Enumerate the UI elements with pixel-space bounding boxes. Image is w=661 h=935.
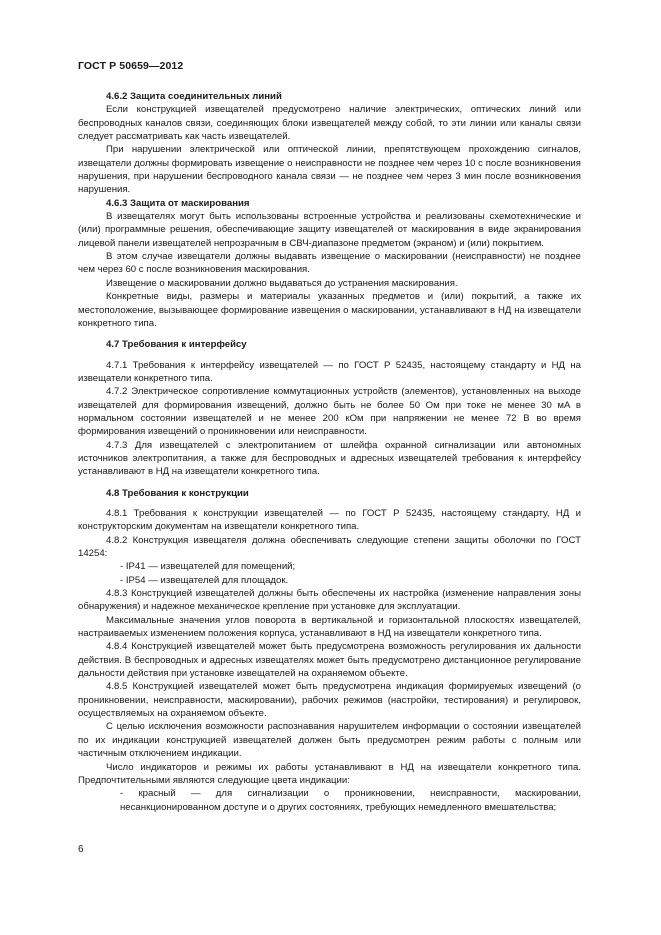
page-number: 6 <box>78 844 84 855</box>
list-item: - IP41 — извещателей для помещений; <box>120 561 296 573</box>
list-item: - IP54 — извещателей для площадок. <box>120 574 289 586</box>
paragraph: 4.7.2 Электрическое сопротивление коммутационных устройств (элементов), установленных на выходе извещателей для формирования извещений, должно быть не более 50 Ом при токе не менее 30 мА в нормальном состоянии извещателей и не менее 200 кОм при напряжении не менее 72 В во время формирования извещений о проникновении или неисправности. <box>78 386 581 438</box>
paragraph: В этом случае извещатели должны выдавать извещение о маскировании (неисправности) не позднее чем через 60 с после возникновения маскирования. <box>78 251 581 276</box>
paragraph: При нарушении электрической или оптической линии, препятствующем прохождению сигналов, извещатели должны формировать извещение о неисправности не позднее чем через 10 с после возникновения нарушения, при нарушении беспроводного канала связи — не позднее чем через 3 мин после возникновения нарушения. <box>78 144 581 196</box>
paragraph: В извещателях могут быть использованы встроенные устройства и реализованы схемотехнические и (или) программные решения, обеспечивающие защиту извещателей от маскирования в виде экранирования лицевой панели извещателей непрозрачным в СВЧ-диапазоне предметом (экраном) и (или) покрытием. <box>78 211 581 249</box>
paragraph: Если конструкцией извещателей предусмотрено наличие электрических, оптических линий или беспроводных каналов связи, соединяющих блоки извещателей между собой, то эти линии или каналы связи следует рассматривать как часть извещателей. <box>78 104 581 143</box>
section-heading-major: 4.7 Требования к интерфейсу <box>106 339 247 351</box>
paragraph: Максимальные значения углов поворота в вертикальной и горизонтальной плоскостях извещателей, настраиваемых изменением положения корпуса, устанавливают в НД на извещатели конкретного типа. <box>78 614 581 640</box>
section-heading-major: 4.8 Требования к конструкции <box>106 487 249 499</box>
paragraph: 4.8.2 Конструкция извещателя должна обеспечивать следующие степени защиты оболочки по ГОСТ 14254: <box>78 534 581 559</box>
paragraph: 4.7.1 Требования к интерфейсу извещателей — по ГОСТ Р 52435, настоящему стандарту и НД на извещатели конкретного типа. <box>78 359 581 384</box>
paragraph: Извещение о маскировании должно выдаваться до устранения маскирования. <box>106 277 458 289</box>
paragraph: 4.8.1 Требования к конструкции извещателей — по ГОСТ Р 52435, настоящему стандарту, НД и конструкторским документам на извещатели конкретного типа. <box>78 507 581 533</box>
paragraph: 4.8.3 Конструкцией извещателей должны быть обеспечены их настройка (изменение направления зоны обнаружения) и надежное механическое крепление при установке для эксплуатации. <box>78 588 581 613</box>
section-heading: 4.6.2 Защита соединительных линий <box>106 91 282 102</box>
paragraph: 4.8.4 Конструкцией извещателей может быть предусмотрена возможность регулирования их дальности действия. В беспроводных и адресных извещателях может быть предусмотрено дистанционное регулирование дальности действия при установке извещателей на охраняемом объекте. <box>78 641 581 680</box>
document-body <box>78 90 581 814</box>
document-header: ГОСТ Р 50659—2012 <box>78 60 184 72</box>
paragraph: Конкретные виды, размеры и материалы указанных предметов и (или) покрытий, а также их местоположение, вызывающее формирование извещения о маскировании, устанавливают в НД на извещатели конкретного типа. <box>78 291 581 329</box>
paragraph: Число индикаторов и режимы их работы устанавливают в НД на извещатели конкретного типа. Предпочтительными являются следующие цвета индикации: <box>78 761 581 786</box>
section-heading: 4.6.3 Защита от маскирования <box>106 197 250 209</box>
paragraph: С целью исключения возможности распознавания нарушителем информации о состоянии извещателей по их индикации конструкцией извещателей должен быть предусмотрен режим работы с полным или частичным отключением индикации. <box>78 721 581 760</box>
paragraph: 4.8.5 Конструкцией извещателей может быть предусмотрена индикация формируемых извещений (о проникновении, неисправности, маскировании), рабочих режимов (настройки, тестирования) и регулировок, осуществляемых на охраняемом объекте. <box>78 681 581 720</box>
paragraph: 4.7.3 Для извещателей с электропитанием от шлейфа охранной сигнализации или автономных источников электропитания, а также для беспроводных и адресных извещателей требования к интерфейсу устанавливают в НД на извещатели конкретного типа. <box>78 439 581 478</box>
list-item: - красный — для сигнализации о проникновении, неисправности, маскировании, несанкционированном доступе и о других состояниях, требующих немедленного вмешательства; <box>120 788 581 813</box>
